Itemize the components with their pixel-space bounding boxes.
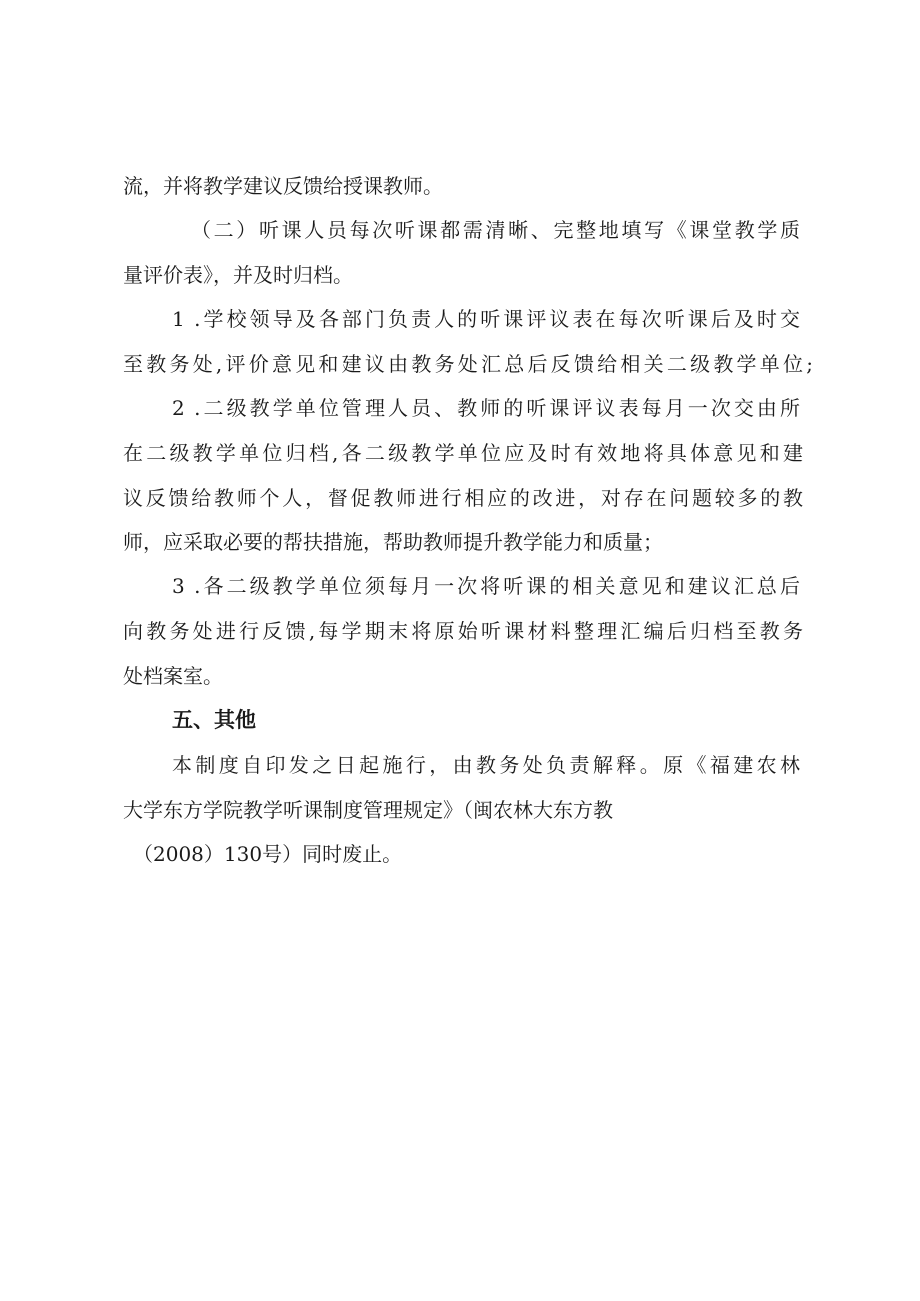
paragraph-line: 在二级教学单位归档,各二级教学单位应及时有效地将具体意见和建 xyxy=(123,441,803,465)
paragraph-line: 流，并将教学建议反馈给授课教师。 xyxy=(123,174,443,198)
paragraph-line: 1 .学校领导及各部门负责人的听课评议表在每次听课后及时交 xyxy=(172,307,800,331)
paragraph-line: 大学东方学院教学听课制度管理规定》（闽农林大东方教 xyxy=(123,798,613,822)
paragraph-line: 本制度自印发之日起施行，由教务处负责解释。原《福建农林 xyxy=(172,753,800,777)
paragraph-line: 3 .各二级教学单位须每月一次将听课的相关意见和建议汇总后 xyxy=(172,574,800,598)
section-heading: 五、其他 xyxy=(172,708,256,732)
paragraph-line: 议反馈给教师个人，督促教师进行相应的改进，对存在问题较多的教 xyxy=(123,486,803,510)
paragraph-line: 量评价表》，并及时归档。 xyxy=(123,263,353,287)
paragraph-line: 至教务处,评价意见和建议由教务处汇总后反馈给相关二级教学单位; xyxy=(123,352,813,376)
paragraph-line: （2008）130号）同时废止。 xyxy=(133,842,403,866)
paragraph-line: 处档案室。 xyxy=(123,664,223,688)
paragraph-line: （二）听课人员每次听课都需清晰、完整地填写《课堂教学质 xyxy=(191,218,800,242)
paragraph-line: 2 .二级教学单位管理人员、教师的听课评议表每月一次交由所 xyxy=(172,396,800,420)
paragraph-line: 向教务处进行反馈,每学期末将原始听课材料整理汇编后归档至教务 xyxy=(123,619,803,643)
paragraph-line: 师，应采取必要的帮扶措施，帮助教师提升教学能力和质量； xyxy=(123,530,663,554)
